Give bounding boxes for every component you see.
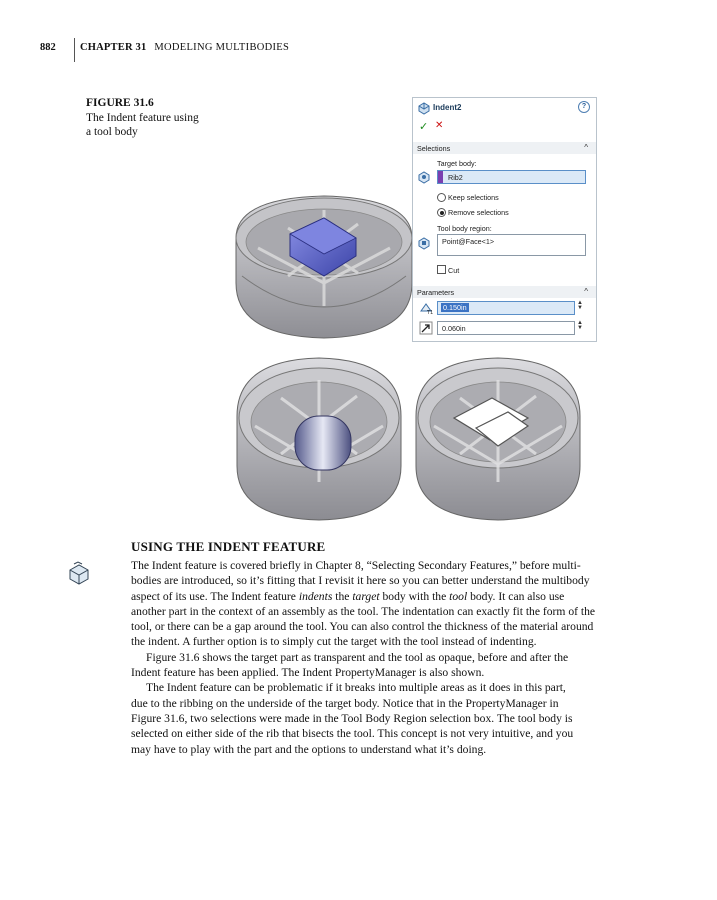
thickness-value: 0.150in [443,303,467,312]
selections-section-header[interactable] [413,142,596,154]
remove-selections-label: Remove selections [448,208,509,217]
page-number: 882 [40,42,56,53]
clearance-value: 0.060in [442,324,466,333]
remove-selections-radio[interactable] [437,208,446,217]
ok-button[interactable]: ✓ [419,121,429,133]
help-button[interactable]: ? [578,101,590,113]
clearance-icon [419,321,433,335]
target-body-icon [417,170,431,184]
part-after-image [410,356,586,522]
cancel-button[interactable]: ✕ [435,120,444,131]
indent-feature-icon [417,101,431,115]
parameters-section-header[interactable] [413,286,596,298]
target-body-label: Target body: [437,159,477,168]
target-body-color-swatch [438,171,443,183]
tool-body-icon [417,236,431,250]
figure-caption-line: a tool body [86,126,138,138]
paragraph: The Indent feature is covered briefly in Chapter 8, “Selecting Secondary Features,” before multi- bodies are introduced, so it’s fitting that I revisit it here so you can better understand the multibody aspect of its use. The Indent feature indents the target body with the tool body. It can also use another part in the context of an assembly as the tool. The indentation can exactly fit the form of the tool, or there can be a gap around the tool. You can also control the thickness of the material around the indent. A further option is to simply cut the target with the tool instead of indenting. [131,559,596,649]
part-before-image [228,188,420,340]
keep-selections-radio[interactable] [437,193,446,202]
tool-body-region-value: Point@Face<1> [442,237,495,246]
keep-selections-label: Keep selections [448,193,499,202]
target-body-value: Rib2 [448,173,463,182]
part-indent-tool-image [231,356,407,522]
body-text [131,558,656,757]
collapse-icon[interactable]: ^ [584,143,588,152]
thickness-icon [419,301,433,315]
cut-checkbox[interactable] [437,265,446,274]
clearance-stepper[interactable]: ▲ ▼ [577,320,583,331]
parameters-header-label: Parameters [417,288,455,297]
paragraph: The Indent feature can be problematic if it breaks into multiple areas as it does in this part, due to the ribbing on the underside of the target body. Notice that in the PropertyManager in Figure 31.6, two selections were made in the Tool Body Region selection box. The tool body is selected on either side of the rib that bisects the tool. This concept is not very intuitive, and you may have to play with the part and the options to understand what it’s doing. [131,681,574,756]
figure-caption-line: The Indent feature using [86,112,199,124]
running-header [80,42,289,53]
collapse-icon[interactable]: ^ [584,287,588,296]
paragraph: Figure 31.6 shows the target part as transparent and the tool as opaque, before and after the Indent feature has been applied. The Indent PropertyManager is also shown. [131,650,569,680]
selections-header-label: Selections [417,144,451,153]
indent-property-manager [412,97,597,342]
cut-label: Cut [448,266,460,275]
tool-body-region-list[interactable] [437,234,586,256]
solidworks-note-icon [64,560,94,586]
figure-label: FIGURE 31.6 [86,97,154,109]
thickness-stepper[interactable]: ▲ ▼ [577,300,583,311]
pm-title: Indent2 [433,103,462,112]
target-body-field[interactable] [437,170,586,184]
clearance-field[interactable] [437,321,575,335]
tool-body-region-label: Tool body region: [437,224,492,233]
section-title: USING THE INDENT FEATURE [131,539,326,554]
chapter-title: MODELING MULTIBODIES [154,42,290,53]
thickness-field[interactable] [437,301,575,315]
figure-caption [86,111,226,139]
svg-text:T1: T1 [427,310,433,315]
header-divider [74,38,75,62]
chapter-label: CHAPTER 31 [80,42,147,53]
